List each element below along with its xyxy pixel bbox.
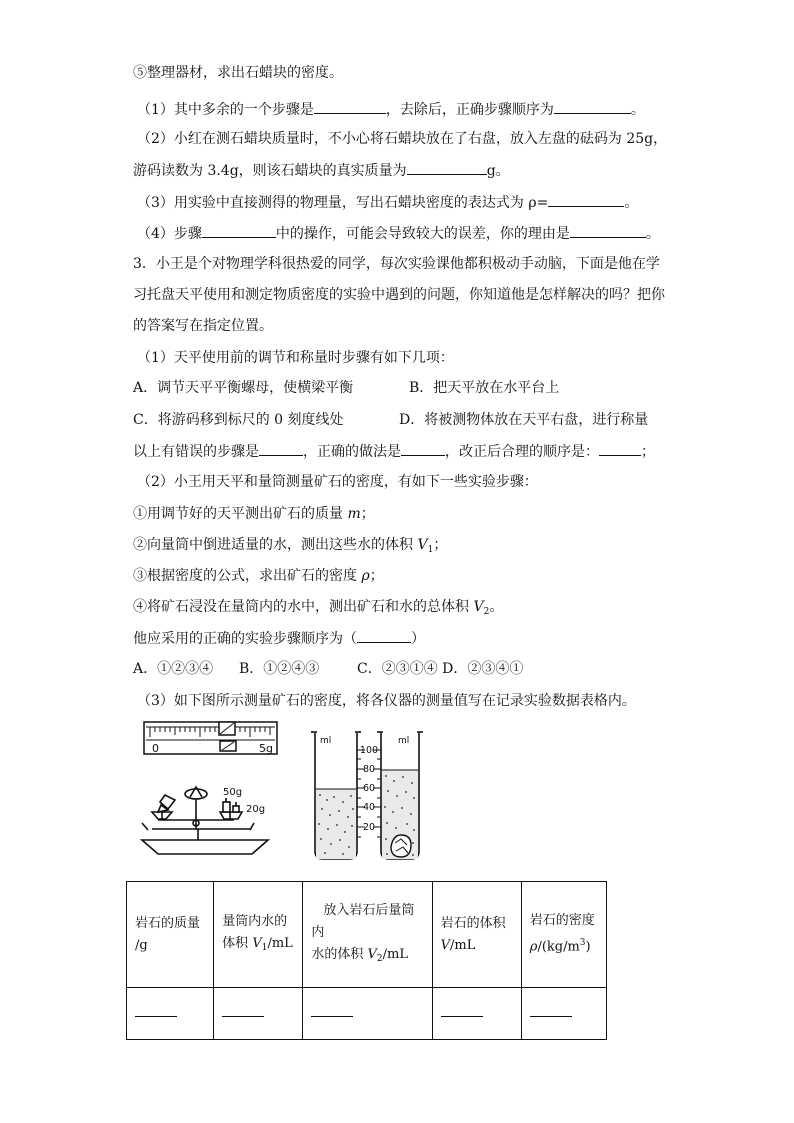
option-a: A．调节天平平衡螺母，使横梁平衡 (133, 380, 354, 396)
weight-20g-label: 20g (246, 804, 266, 815)
header-rock-mass: 岩石的质量 /g (127, 882, 214, 988)
tick-label: 60 (362, 783, 376, 794)
question-2-line: （2）小红在测石蜡块质量时，不小心将石蜡块放在了右盘，放入左盘的砝码为 25g， (137, 131, 668, 147)
header-total-volume: 放入岩石后量筒 内 水的体积 $V_2/mL$ (303, 882, 432, 988)
answer-blank[interactable] (314, 99, 386, 114)
option-c: C．将游码移到标尺的 0 刻度线处 (133, 412, 344, 428)
answer-blank[interactable] (407, 160, 487, 175)
answer-blank[interactable] (401, 441, 445, 456)
table-row (127, 988, 607, 1040)
option-b: B．把天平放在水平台上 (409, 380, 560, 396)
question-2-line-cont: 游码读数为 3.4g，则该石蜡块的真实质量为 g。 (133, 160, 510, 181)
answer-blank[interactable] (202, 223, 276, 238)
problem-3-intro-cont2: 的答案写在指定位置。 (133, 318, 273, 334)
answer-cell[interactable] (303, 988, 432, 1040)
question-3-line: （3）用实验中直接测得的物理量，写出石蜡块密度的表达式为 ρ= 。 (137, 192, 638, 213)
tick-label: 20 (362, 822, 376, 833)
answer-cell[interactable] (214, 988, 303, 1040)
part-2-title: （2）小王用天平和量筒测量矿石的密度，有如下一些实验步骤： (137, 474, 538, 490)
choice-cd: C．②③①④ D．②③④① (357, 661, 524, 677)
answer-blank[interactable] (259, 441, 303, 456)
header-water-volume: 量筒内水的 体积 $V_1/mL$ (214, 882, 303, 988)
header-rock-density: 岩石的密度 $\rho/(kg/m^3)$ (521, 882, 606, 988)
answer-blank[interactable] (357, 628, 411, 643)
problem-3-intro: 3．小王是个对物理学科很热爱的同学，每次实验课他都积极动手动脑，下面是他在学 (133, 256, 660, 272)
answer-cell[interactable] (127, 988, 214, 1040)
cylinder-unit-label: ml (398, 736, 410, 746)
step5-line: ⑤整理器材，求出石蜡块的密度。 (133, 65, 343, 81)
tick-label: 40 (362, 802, 376, 813)
scale-zero-label: 0 (152, 742, 159, 755)
step-3: ③根据密度的公式，求出矿石的密度 ρ； (133, 568, 384, 584)
scale-end-label: 5g (259, 742, 273, 755)
rider-scale (144, 722, 277, 755)
balance-figure (138, 717, 284, 869)
part-3-title: （3）如下图所示测量矿石的密度，将各仪器的测量值写在记录实验数据表格内。 (137, 693, 636, 709)
tick-label: 80 (362, 764, 376, 775)
step-2: ②向量筒中倒进适量的水，测出这些水的体积 $V_1$； (133, 537, 448, 555)
question-4-line: （4）步骤 中的操作，可能会导致较大的误差，你的理由是 。 (137, 223, 660, 244)
table-header-row (127, 882, 607, 988)
choice-a: A．①②③④ (133, 661, 214, 677)
question-1-line: （1）其中多余的一个步骤是 ，去除后，正确步骤顺序为 。 (137, 99, 645, 120)
answer-blank[interactable] (548, 192, 624, 207)
problem-3-intro-cont: 习托盘天平使用和测定物质密度的实验中遇到的问题，你知道他是怎样解决的吗？把你 (133, 287, 665, 303)
rock-in-cylinder (391, 835, 411, 857)
balance-body (142, 787, 268, 854)
option-d: D．将被测物体放在天平右盘，进行称量 (399, 412, 649, 428)
order-question: 他应采用的正确的实验步骤顺序为（ ） (133, 628, 425, 649)
answer-blank[interactable] (570, 223, 646, 238)
cylinder-unit-label: ml (320, 736, 332, 746)
choice-b: B．①②④③ (239, 661, 320, 677)
header-rock-volume: 岩石的体积 V/mL (432, 882, 521, 988)
answer-cell[interactable] (432, 988, 521, 1040)
weight-50g-label: 50g (223, 787, 243, 798)
answer-blank[interactable] (554, 99, 631, 114)
answer-cell[interactable] (521, 988, 606, 1040)
part-1-title: （1）天平使用前的调节和称量时步骤有如下几项： (137, 350, 454, 366)
answer-blank[interactable] (599, 441, 641, 456)
cylinder-figure (303, 729, 433, 865)
record-table (126, 881, 607, 1040)
step-4: ④将矿石浸没在量筒内的水中，测出矿石和水的总体积 $V_2$。 (133, 599, 504, 617)
part-1-answer-line: 以上有错误的步骤是 ，正确的做法是 ，改正后合理的顺序是： ； (133, 441, 655, 462)
tick-label: 100 (359, 745, 379, 756)
step-1: ①用调节好的天平测出矿石的质量 m； (133, 506, 375, 522)
